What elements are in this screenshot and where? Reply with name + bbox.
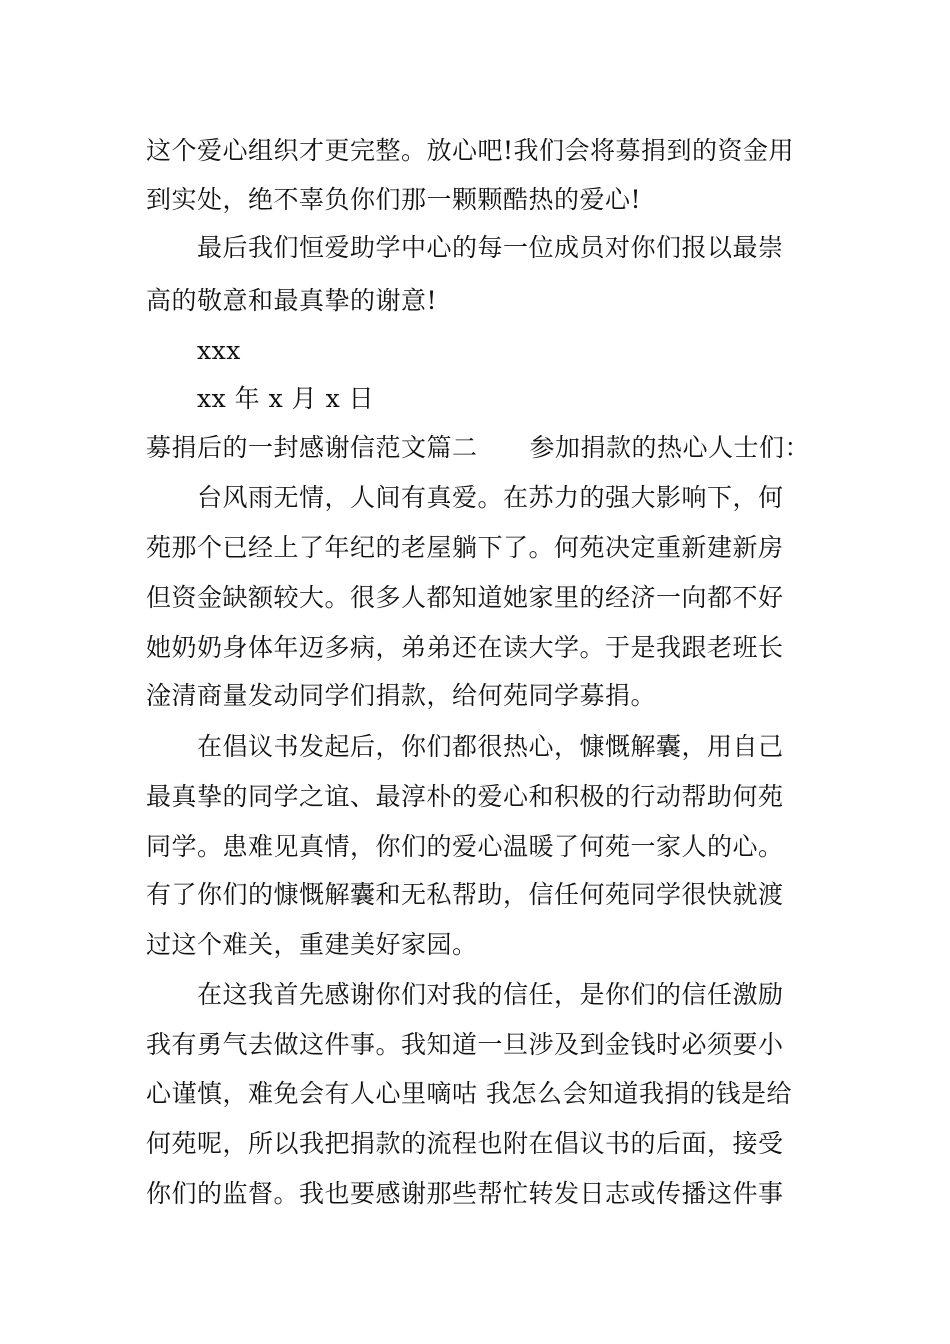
- signature-name: xxx: [197, 336, 241, 365]
- text-line: 高的敬意和最真挚的谢意!: [146, 286, 438, 315]
- text-line: 同学。患难见真情，你们的爱心温暖了何苑一家人的心。: [146, 832, 784, 861]
- text-line: 何苑呢，所以我把捐款的流程也附在倡议书的后面，接受: [146, 1129, 784, 1158]
- section-heading: 募捐后的一封感谢信范文篇二: [146, 433, 478, 462]
- signature-date: xx 年 x 月 x 日: [197, 384, 375, 413]
- text-line: 过这个难关，重建美好家园。: [146, 930, 478, 959]
- text-line: 淦清商量发动同学们捐款，给何苑同学募捐。: [146, 681, 657, 710]
- text-line: 最真挚的同学之谊、最淳朴的爱心和积极的行动帮助何苑: [146, 782, 784, 811]
- text-line: 有了你们的慷慨解囊和无私帮助，信任何苑同学很快就渡: [146, 880, 784, 909]
- text-line: 她奶奶身体年迈多病，弟弟还在读大学。于是我跟老班长: [146, 633, 784, 662]
- text-line: 但资金缺额较大。很多人都知道她家里的经济一向都不好: [146, 583, 784, 612]
- text-line: 最后我们恒爱助学中心的每一位成员对你们报以最崇: [197, 233, 784, 262]
- salutation: 参加捐款的热心人士们：: [529, 433, 811, 462]
- text-line: 你们的监督。我也要感谢那些帮忙转发日志或传播这件事: [146, 1179, 784, 1208]
- text-line: 我有勇气去做这件事。我知道一旦涉及到金钱时必须要小: [146, 1030, 784, 1059]
- text-line: 在倡议书发起后，你们都很热心，慷慨解囊，用自己: [197, 732, 784, 761]
- text-line: 心谨慎，难免会有人心里嘀咕 我怎么会知道我捐的钱是给: [146, 1079, 792, 1108]
- text-line: 到实处，绝不辜负你们那一颗颗酷热的爱心!: [146, 185, 642, 214]
- text-line: 在这我首先感谢你们对我的信任，是你们的信任激励: [197, 980, 784, 1009]
- text-line: 苑那个已经上了年纪的老屋躺下了。何苑决定重新建新房: [146, 533, 784, 562]
- text-line: 台风雨无情，人间有真爱。在苏力的强大影响下，何: [197, 483, 784, 512]
- section-heading-line: [146, 430, 816, 466]
- text-line: 这个爱心组织才更完整。放心吧!我们会将募捐到的资金用: [146, 136, 795, 165]
